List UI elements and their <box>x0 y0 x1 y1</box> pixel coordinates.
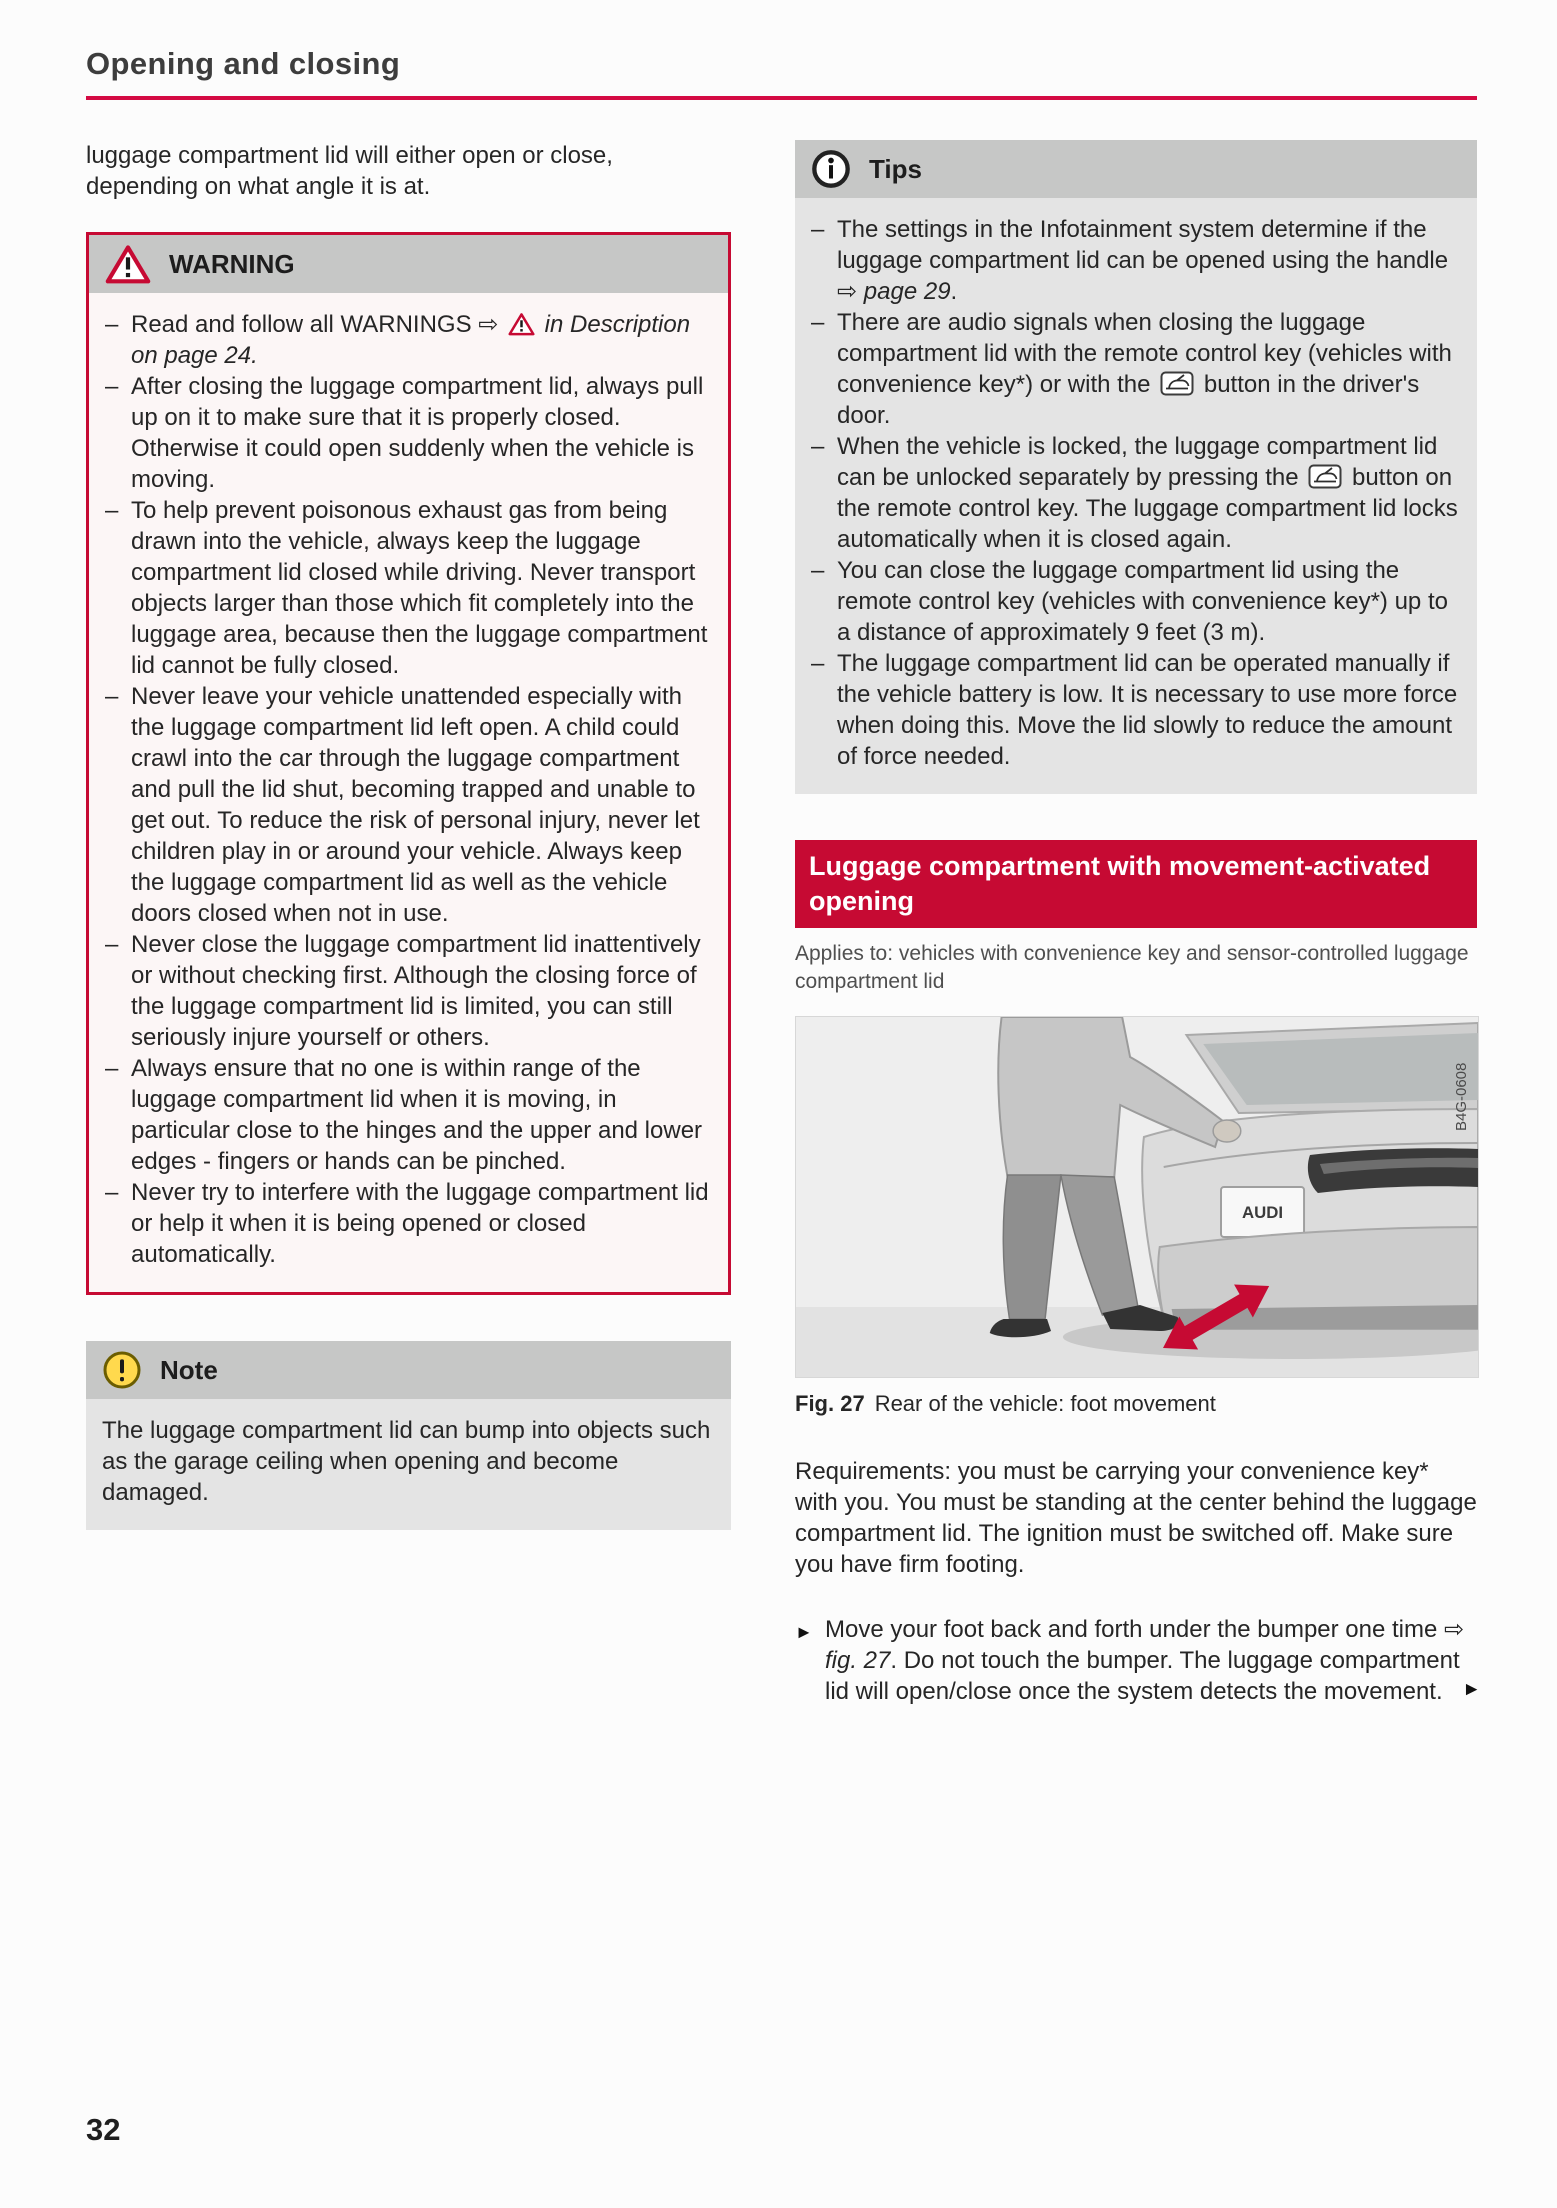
tips-item-text: When the vehicle is locked, the luggage compartment lid can be unlocked separately by pressing the button on the remote control key. The luggage compartment lid locks automatically when it is closed again. <box>837 433 1458 553</box>
figure-27-illustration <box>795 1016 1479 1378</box>
dash-marker: – <box>105 1055 119 1082</box>
action-step <box>795 1614 1481 1707</box>
dash-marker: – <box>105 311 119 338</box>
info-icon <box>811 149 851 189</box>
warning-item-text: Read and follow all WARNINGS ⇨ in Description on page 24. <box>131 311 691 369</box>
dash-marker: – <box>105 931 119 958</box>
warning-item <box>105 495 710 681</box>
requirements-paragraph: Requirements: you must be carrying your convenience key* with you. You must be standing at the center behind the luggage compartment lid. The ignition must be switched off. Make sure you have firm footing. <box>795 1458 1477 1578</box>
action-bullet: ► <box>795 1622 813 1642</box>
dash-marker: – <box>105 373 119 400</box>
warning-item <box>105 929 710 1053</box>
warning-item <box>105 371 710 495</box>
note-box-header <box>86 1341 731 1399</box>
tips-item <box>811 555 1459 648</box>
applies-to-note: Applies to: vehicles with convenience key and sensor-controlled luggage compartment lid <box>795 942 1469 993</box>
warning-box-body <box>89 293 728 1292</box>
figure-27 <box>795 1016 1477 1418</box>
dash-marker: – <box>811 309 825 336</box>
dash-marker: – <box>811 557 825 584</box>
dash-marker: – <box>105 683 119 710</box>
right-column <box>795 140 1481 1707</box>
tips-box-header <box>795 140 1477 198</box>
trunk-button-icon <box>1308 464 1342 489</box>
note-exclamation-icon <box>102 1350 142 1390</box>
tips-item-text: The luggage compartment lid can be operated manually if the vehicle battery is low. It is necessary to use more force when doing this. Move the lid slowly to reduce the amount of force needed. <box>837 650 1458 770</box>
warning-item <box>105 1053 710 1177</box>
warning-item <box>105 681 710 929</box>
tips-box-body <box>795 198 1477 794</box>
left-column <box>86 140 731 1707</box>
dash-marker: – <box>811 650 825 677</box>
tips-item-text: The settings in the Infotainment system determine if the luggage compartment lid can be opened using the handle ⇨ page 29. <box>837 216 1449 305</box>
warning-item-text: After closing the luggage compartment lid, always pull up on it to make sure that it is properly closed. Otherwise it could open suddenly when the vehicle is moving. <box>131 373 704 493</box>
tips-item <box>811 307 1459 431</box>
tips-item <box>811 431 1459 555</box>
warning-item-text: Never leave your vehicle unattended especially with the luggage compartment lid left open. A child could crawl into the car through the luggage compartment and pull the lid shut, becoming trapped and unable to get out. To reduce the risk of personal injury, never let children play in or around your vehicle. Always keep the luggage compartment lid as well as the vehicle doors closed when not in use. <box>131 683 700 927</box>
intro-paragraph: luggage compartment lid will either open or close, depending on what angle it is at. <box>86 142 613 200</box>
tips-item-text: You can close the luggage compartment lid using the remote control key (vehicles with convenience key*) up to a distance of approximately 9 feet (3 m). <box>837 557 1448 646</box>
two-column-layout <box>86 140 1481 1707</box>
warning-item-text: Never close the luggage compartment lid inattentively or without checking first. Although the closing force of the luggage compartment lid is limited, you can still seriously injure yourself or others. <box>131 931 701 1051</box>
note-box-body <box>86 1399 731 1530</box>
warning-item <box>105 309 710 371</box>
tips-item <box>811 214 1459 307</box>
license-plate-text: AUDI <box>1241 1202 1284 1223</box>
page-title: Opening and closing <box>86 46 1477 100</box>
dash-marker: – <box>105 1179 119 1206</box>
dash-marker: – <box>811 433 825 460</box>
warning-title: WARNING <box>169 248 295 279</box>
dash-marker: – <box>811 216 825 243</box>
warning-item <box>105 1177 710 1270</box>
figure-caption-text: Rear of the vehicle: foot movement <box>874 1391 1216 1416</box>
warning-box-header <box>89 235 728 293</box>
tips-item-text: There are audio signals when closing the luggage compartment lid with the remote control key (vehicles with convenience key*) or with the button in the driver's door. <box>837 309 1452 429</box>
tips-box <box>795 140 1477 794</box>
tips-title: Tips <box>869 153 922 184</box>
figure-code: B4G-0608 <box>1454 1062 1471 1131</box>
warning-triangle-inline-icon <box>508 312 535 336</box>
page-number: 32 <box>86 2112 121 2147</box>
note-text: The luggage compartment lid can bump into objects such as the garage ceiling when opening and become damaged. <box>102 1417 711 1506</box>
warning-item-text: Always ensure that no one is within range of the luggage compartment lid when it is moving, in particular close to the hinges and the upper and lower edges - fingers or hands can be pinched. <box>131 1055 703 1175</box>
warning-triangle-icon <box>105 244 151 284</box>
figure-caption-label: Fig. 27 <box>795 1391 865 1416</box>
action-step-text: Move your foot back and forth under the bumper one time ⇨ fig. 27. Do not touch the bumper. The luggage compartment lid will open/close once the system detects the movement. <box>825 1616 1465 1705</box>
section-heading: Luggage compartment with movement-activated opening <box>795 840 1477 928</box>
warning-item-text: Never try to interfere with the luggage compartment lid or help it when it is being opened or closed automatically. <box>131 1179 709 1268</box>
note-box <box>86 1341 731 1530</box>
tips-item <box>811 648 1459 772</box>
warning-box <box>86 232 731 1295</box>
dash-marker: – <box>105 497 119 524</box>
figure-caption <box>795 1390 1477 1418</box>
continuation-arrow: ► <box>1462 1679 1481 1700</box>
warning-item-text: To help prevent poisonous exhaust gas from being drawn into the vehicle, always keep the luggage compartment lid closed while driving. Never transport objects larger than those which fit completely into the luggage area, because then the luggage compartment lid cannot be fully closed. <box>131 497 708 679</box>
trunk-button-icon <box>1160 371 1194 396</box>
note-title: Note <box>160 1354 218 1385</box>
